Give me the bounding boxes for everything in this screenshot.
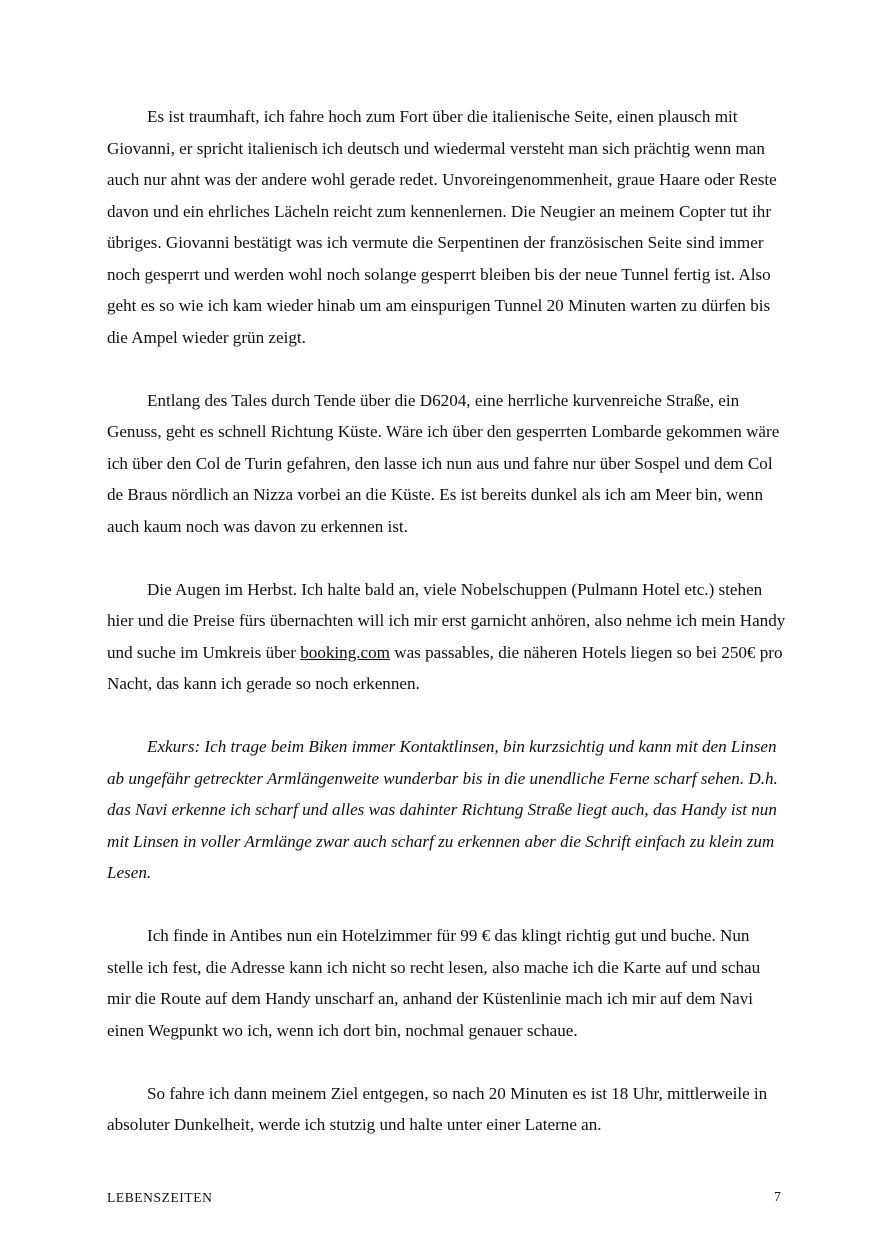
paragraph-text-after-link: was passables, die näheren Hotels liegen so bei 250€ pro Nacht, das kann ich gerade so noch erkennen.: [107, 642, 783, 693]
paragraph-spacer: [107, 700, 787, 732]
paragraph-text-before-link: Die Augen im Herbst. Ich halte bald an, viele Nobelschuppen (Pulmann Hotel etc.) stehen hier und die Preise fürs übernachten will ich mir erst garnicht anhören, also nehme ich mein Handy und suche im Umkreis über: [107, 579, 786, 662]
paragraph-spacer: [107, 542, 787, 574]
page-number: 7: [774, 1190, 781, 1205]
paragraph-hotel-search: [107, 574, 787, 700]
page-body: [107, 101, 787, 1141]
booking-link[interactable]: booking.com: [300, 642, 390, 662]
footer-title: LEBENSZEITEN: [107, 1190, 213, 1205]
paragraph-spacer: [107, 889, 787, 921]
paragraph-darkness: So fahre ich dann meinem Ziel entgegen, so nach 20 Minuten es ist 18 Uhr, mittlerweile in absoluter Dunkelheit, werde ich stutzig und halte unter einer Laterne an.: [107, 1083, 768, 1134]
paragraph-spacer: [107, 353, 787, 385]
paragraph-tende-route: Entlang des Tales durch Tende über die D6204, eine herrliche kurvenreiche Straße, ein Genuss, geht es schnell Richtung Küste. Wäre ich über den gesperrten Lombarde gekommen wäre ich über den Col de Turin gefahren, den lasse ich nun aus und fahre nur über Sospel und dem Col de Braus nördlich an Nizza vorbei an die Küste. Es ist bereits dunkel als ich am Meer bin, wenn auch kaum noch was davon zu erkennen ist.: [107, 390, 780, 536]
paragraph-spacer: [107, 1046, 787, 1078]
paragraph-fort-giovanni: Es ist traumhaft, ich fahre hoch zum Fort über die italienische Seite, einen plausch mit Giovanni, er spricht italienisch ich deutsch und wiedermal versteht man sich prächtig wenn man auch nur ahnt was der andere wohl gerade redet. Unvoreingenommenheit, graue Haare oder Reste davon und ein ehrliches Lächeln reicht zum kennenlernen. Die Neugier an meinem Copter tut ihr übriges. Giovanni bestätigt was ich vermute die Serpentinen der französischen Seite sind immer noch gesperrt und werden wohl noch solange gesperrt bleiben bis der neue Tunnel fertig ist. Also geht es so wie ich kam wieder hinab um am einspurigen Tunnel 20 Minuten warten zu dürfen bis die Ampel wieder grün zeigt.: [107, 107, 777, 347]
paragraph-exkurs: Exkurs: Ich trage beim Biken immer Kontaktlinsen, bin kurzsichtig und kann mit den Linsen ab ungefähr getreckter Armlängenweite wunderbar bis in die unendliche Ferne scharf sehen. D.h. das Navi erkenne ich scharf und alles was dahinter Richtung Straße liegt auch, das Handy ist nun mit Linsen in voller Armlänge zwar auch scharf zu erkennen aber die Schrift einfach zu klein zum Lesen.: [107, 737, 778, 882]
paragraph-antibes-hotel: Ich finde in Antibes nun ein Hotelzimmer für 99 € das klingt richtig gut und buche. Nun stelle ich fest, die Adresse kann ich nicht so recht lesen, also mache ich die Karte auf und schau mir die Route auf dem Handy unscharf an, anhand der Küstenlinie mach ich mir auf dem Navi einen Wegpunkt wo ich, wenn ich dort bin, nochmal genauer schaue.: [107, 926, 761, 1040]
